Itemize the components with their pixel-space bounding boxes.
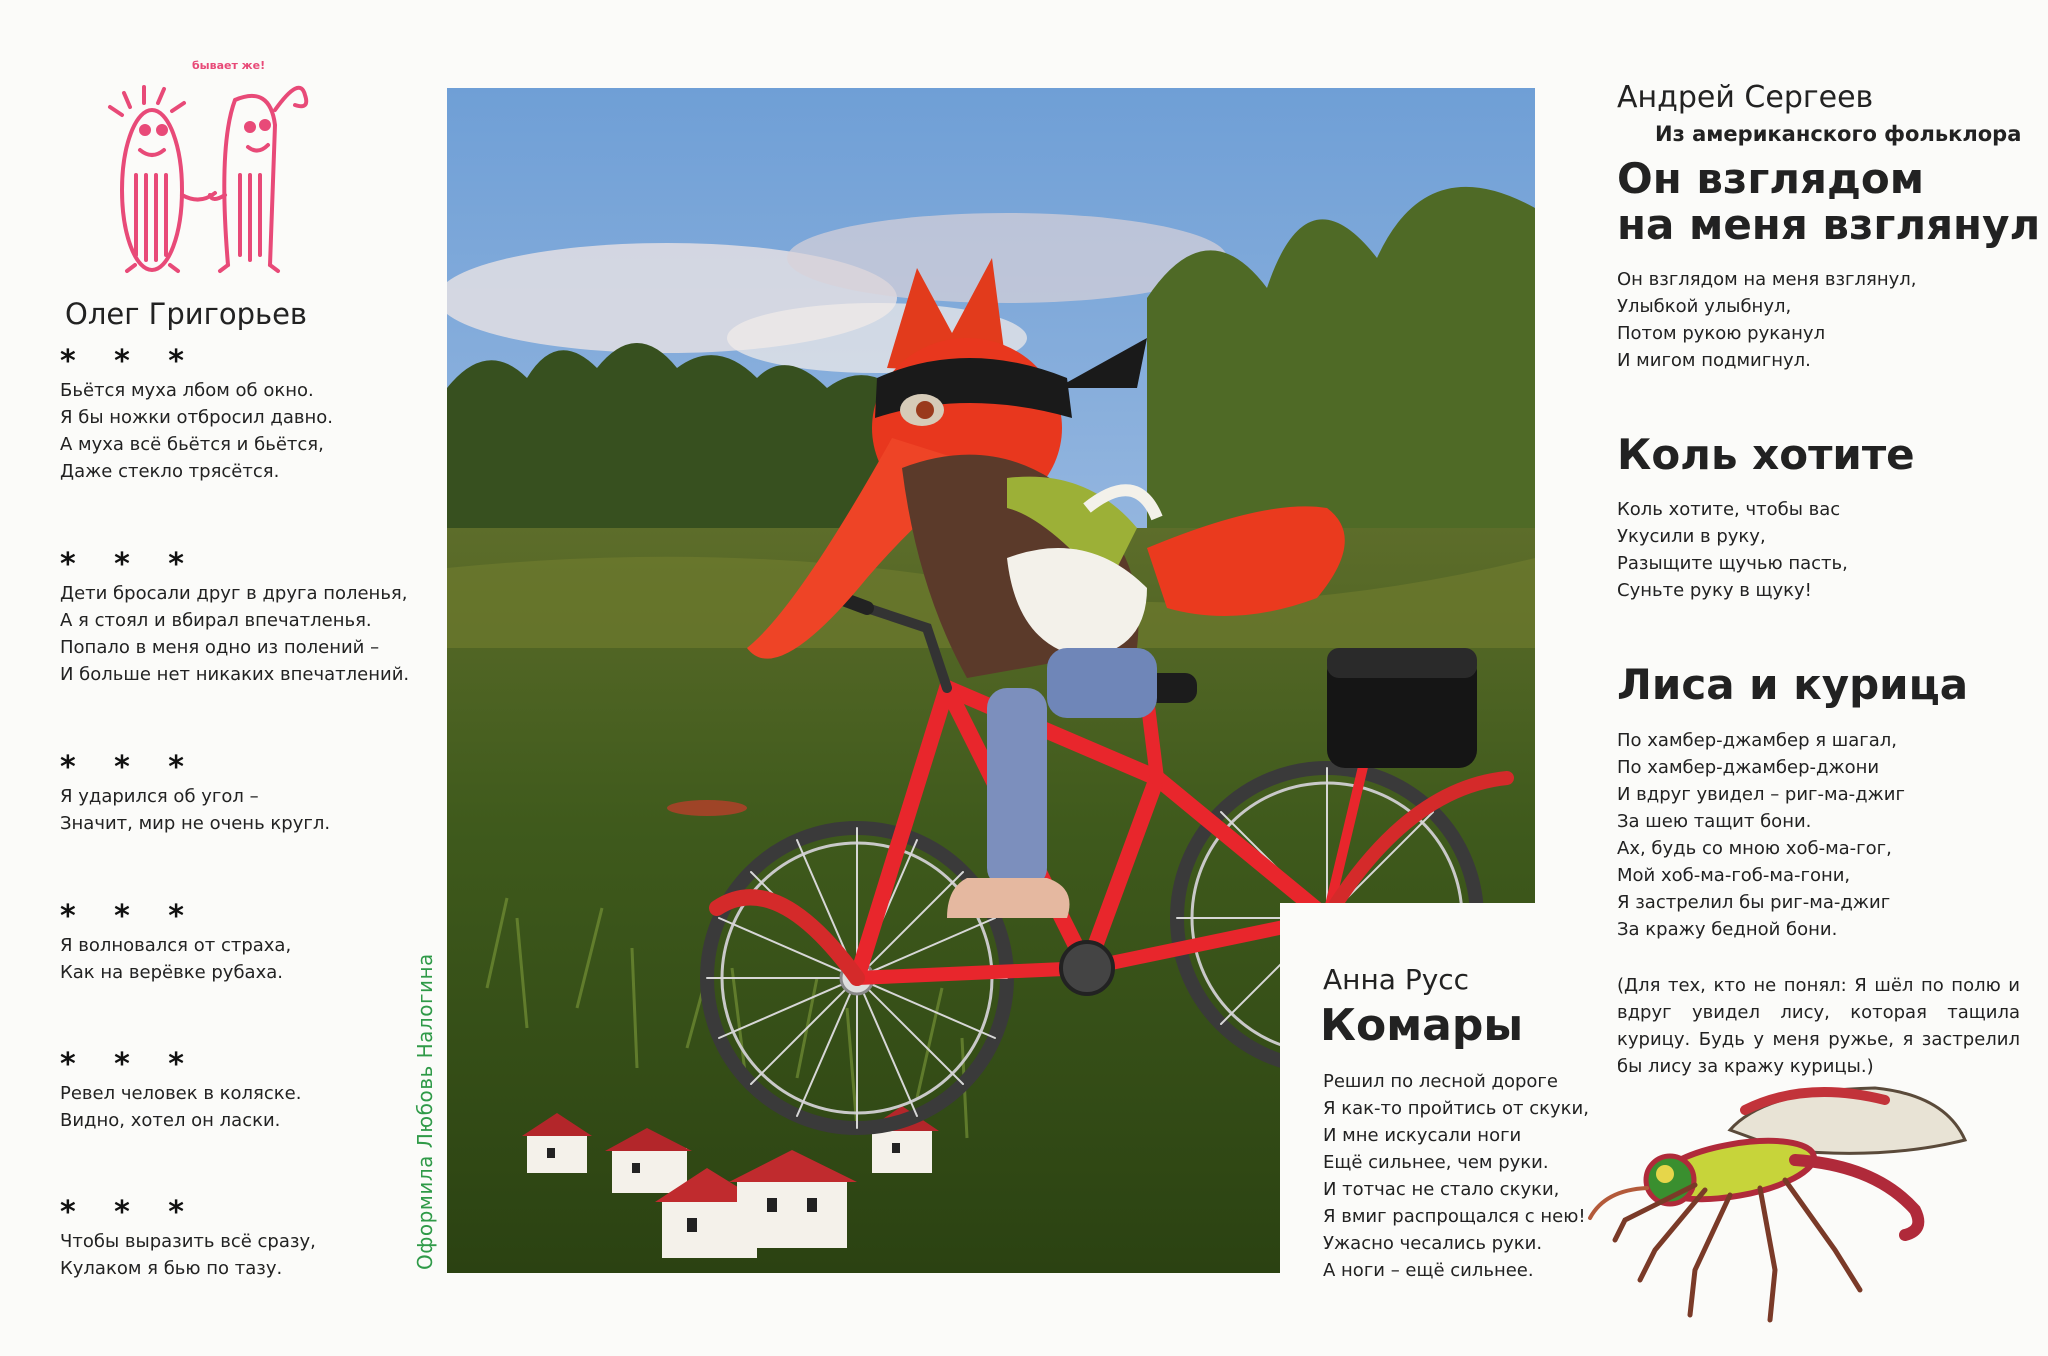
poem-line: Потом рукою руканул	[1617, 323, 1826, 344]
poem-line: По хамбер-джамбер я шагал,	[1617, 730, 1897, 751]
title-line: на меня взглянул	[1617, 200, 2041, 249]
poem-line: И больше нет никаких впечатлений.	[60, 664, 410, 685]
poem-1	[60, 344, 333, 485]
poem-line: За кражу бедной бони.	[1617, 919, 1838, 940]
poem-line: Чтобы выразить всё сразу,	[60, 1231, 316, 1252]
poem-line: Как на верёвке рубаха.	[60, 962, 283, 983]
poem-line: И тотчас не стало скуки,	[1323, 1179, 1560, 1200]
poem-komary	[1323, 1068, 1589, 1284]
stars-divider: * * *	[60, 547, 198, 582]
poem-line: А муха всё бьётся и бьётся,	[60, 434, 324, 455]
author-anna-russ: Анна Русс	[1323, 963, 1470, 996]
logo-caption: бывает же!	[192, 59, 266, 72]
poem-title-kol-hotite: Коль хотите	[1617, 430, 1915, 479]
poem-line: Видно, хотел он ласки.	[60, 1110, 281, 1131]
poem-line: Попало в меня одно из полений –	[60, 637, 380, 658]
poem-line: А ноги – ещё сильнее.	[1323, 1260, 1534, 1281]
poem-kol-hotite	[1617, 496, 1848, 604]
poem-line: Суньте руку в щуку!	[1617, 580, 1812, 601]
subtitle-folklore: Из американского фольклора	[1655, 122, 2022, 146]
poem-line: Я бы ножки отбросил давно.	[60, 407, 333, 428]
poem-title-lisa-i-kurica: Лиса и курица	[1617, 660, 1969, 709]
stars-divider: * * *	[60, 1195, 198, 1230]
poem-5	[60, 1047, 302, 1134]
poem-on-vzglyadom	[1617, 266, 1917, 374]
poem-title-komary: Комары	[1320, 1000, 1524, 1051]
poem-line: Разыщите щучью пасть,	[1617, 553, 1848, 574]
poem-line: Дети бросали друг в друга поленья,	[60, 583, 408, 604]
poem-line: Коль хотите, чтобы вас	[1617, 499, 1841, 520]
poem-line: Бьётся муха лбом об окно.	[60, 380, 314, 401]
poem-4	[60, 899, 292, 986]
poem-line: Ах, будь со мною хоб-ма-гог,	[1617, 838, 1892, 859]
poem-line: Ревел человек в коляске.	[60, 1083, 302, 1104]
poem-line: Даже стекло трясётся.	[60, 461, 280, 482]
explanation-note: (Для тех, кто не понял: Я шёл по полю и вдруг увидел лису, которая тащила курицу. Будь у меня ружье, я застрелил бы лису за кражу курицы.)	[1617, 975, 2020, 1077]
poem-line: Ужасно чесались руки.	[1323, 1233, 1543, 1254]
poem-line: Я как-то пройтись от скуки,	[1323, 1098, 1589, 1119]
poem-line: И вдруг увидел – риг-ма-джиг	[1617, 784, 1905, 805]
poem-line: Решил по лесной дороге	[1323, 1071, 1558, 1092]
author-andrey-sergeev: Андрей Сергеев	[1617, 80, 1874, 115]
poem-3	[60, 750, 331, 837]
poem-title-on-vzglyadom	[1617, 156, 2040, 248]
poem-line: Он взглядом на меня взглянул,	[1617, 269, 1917, 290]
poem-lisa-i-kurica	[1617, 727, 1905, 943]
author-oleg-grigoriev: Олег Григорьев	[65, 297, 308, 331]
poem-line: Укусили в руку,	[1617, 526, 1766, 547]
toy-mosquito-image	[1585, 1070, 1985, 1330]
stars-divider: * * *	[60, 899, 198, 934]
poem-line: За шею тащит бони.	[1617, 811, 1812, 832]
poem-line: Я волновался от страха,	[60, 935, 292, 956]
poem-line: Мой хоб-ма-гоб-ма-гони,	[1617, 865, 1851, 886]
stars-divider: * * *	[60, 1047, 198, 1082]
poem-line: Ещё сильнее, чем руки.	[1323, 1152, 1549, 1173]
designer-credit: Оформила Любовь Налогина	[413, 953, 437, 1270]
poem-line: И мигом подмигнул.	[1617, 350, 1811, 371]
poem-line: По хамбер-джамбер-джони	[1617, 757, 1880, 778]
hedgehogs-logo	[100, 55, 315, 275]
poem-line: Значит, мир не очень кругл.	[60, 813, 331, 834]
poem-line: Улыбкой улыбнул,	[1617, 296, 1792, 317]
title-line: Он взглядом	[1617, 154, 1925, 203]
stars-divider: * * *	[60, 344, 198, 379]
stars-divider: * * *	[60, 750, 198, 785]
poem-line: И мне искусали ноги	[1323, 1125, 1522, 1146]
poem-line: Я застрелил бы риг-ма-джиг	[1617, 892, 1891, 913]
poem-2	[60, 547, 410, 688]
poem-line: Кулаком я бью по тазу.	[60, 1258, 283, 1279]
poem-line: Я вмиг распрощался с нею!	[1323, 1206, 1586, 1227]
poem-line: А я стоял и вбирал впечатленья.	[60, 610, 372, 631]
poem-6	[60, 1195, 316, 1282]
poem-line: Я ударился об угол –	[60, 786, 259, 807]
